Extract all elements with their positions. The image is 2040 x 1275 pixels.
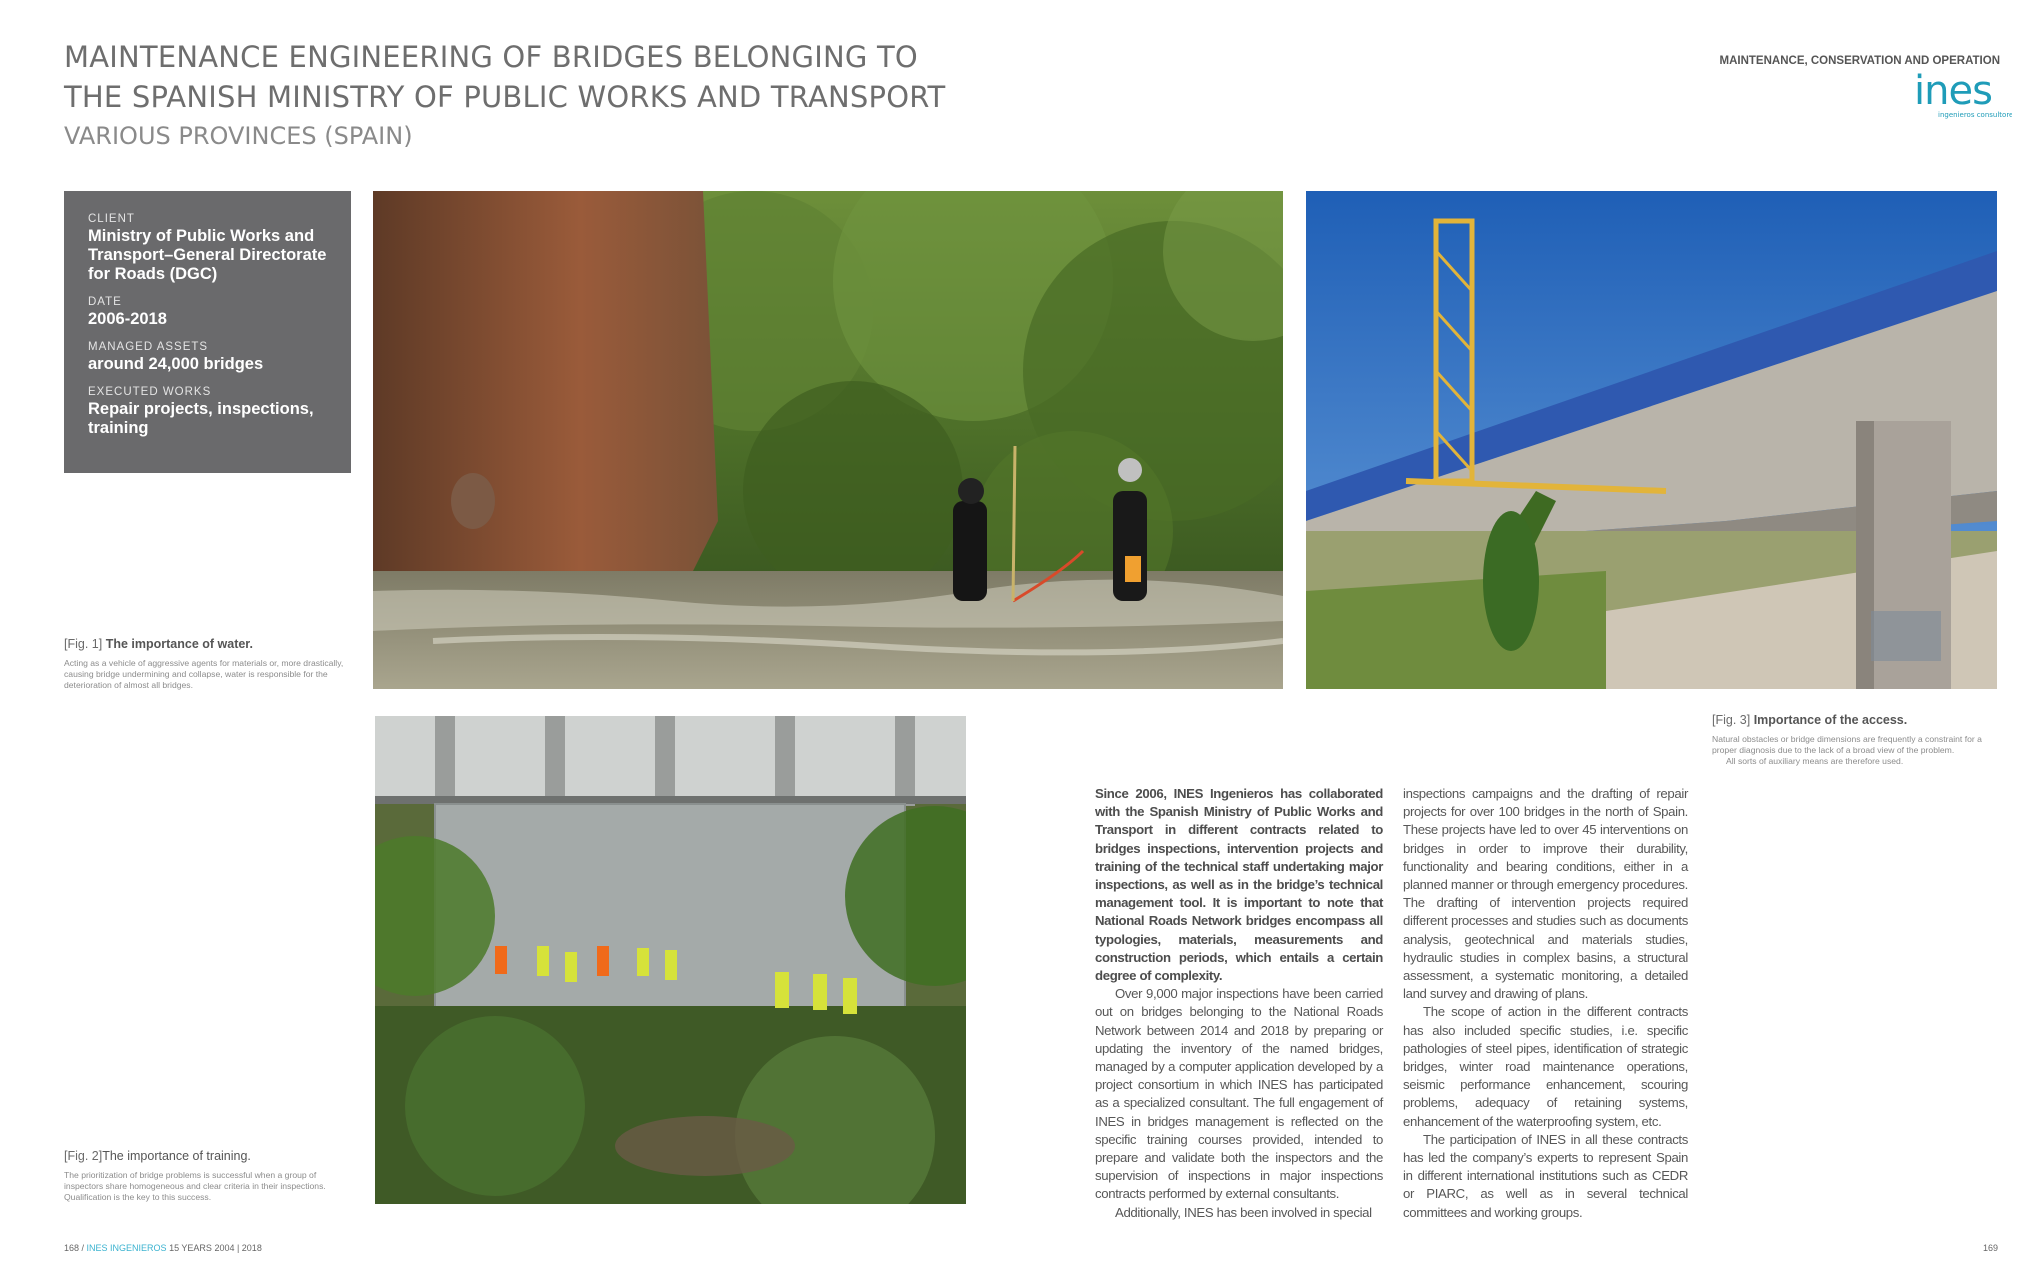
footer-page-number-left: 168 /: [64, 1243, 85, 1253]
fig2-caption-title: [64, 1149, 251, 1163]
footer-years: 15 YEARS 2004 | 2018: [169, 1243, 262, 1253]
logo-wordmark: ines: [1914, 70, 1992, 114]
fig3-caption-title: [1712, 713, 1907, 727]
executed-works-label: EXECUTED WORKS: [88, 386, 212, 398]
page-subtitle: VARIOUS PROVINCES (SPAIN): [64, 122, 413, 150]
fig2-title: The importance of training.: [102, 1149, 251, 1163]
photo-bridge-access-platform: [1306, 191, 1997, 689]
body-paragraph-4: The scope of action in the different contracts has also included specific studies, i.e. specific pathologies of steel pipes, identification of strategic bridges, winter road maintenance operations, seismic performance enhancement, scouring problems, adequacy of retaining systems, enhancement of the waterproofing system, etc.: [1403, 1004, 1688, 1129]
fig3-caption-text-2: All sorts of auxiliary means are therefore used.: [1726, 756, 1904, 766]
managed-assets-label: MANAGED ASSETS: [88, 341, 209, 353]
fig3-title: Importance of the access.: [1753, 713, 1908, 727]
fig1-caption-text: Acting as a vehicle of aggressive agents for materials or, more drastically, causing bridge undermining and collapse, water is responsible for the deterioration of almost all bridges.: [64, 658, 344, 690]
fig3-caption-text-1: Natural obstacles or bridge dimensions are frequently a constraint for a proper diagnosis due to the lack of a broad view of the problem.: [1712, 734, 1982, 755]
date-label: DATE: [88, 296, 122, 308]
ines-logo: [1912, 70, 2012, 122]
body-paragraph-3: Additionally, INES has been involved in special: [1115, 1204, 1372, 1220]
body-column-right: [1403, 785, 1688, 1222]
fig3-number: [Fig. 3]: [1712, 713, 1751, 727]
footer-left: [64, 1243, 262, 1253]
managed-assets-value: around 24,000 bridges: [88, 355, 264, 373]
photo-river-inspection: [373, 191, 1283, 689]
body-lead-paragraph: Since 2006, INES Ingenieros has collaborated with the Spanish Ministry of Public Works and Transport in different contracts related to bridges inspections, intervention projects and training of the technical staff undertaking major inspections, as well as in the bridge’s technical management tool. It is important to note that National Roads Network bridges encompass all typologies, materials, measurements and construction periods, which entails a certain degree of complexity.: [1095, 786, 1383, 984]
body-paragraph-3-continued: inspections campaigns and the drafting of repair projects for over 100 bridges in the north of Spain. These projects have led to over 45 interventions on bridges in order to improve their durability, functionality and bearing conditions, either in a planned manner or through emergency procedures. The drafting of intervention projects required different processes and studies such as documents analysis, geotechnical and materials studies, hydraulic studies in complex basins, a structural assessment, a systematic monitoring, a detailed land survey and drawing of plans.: [1403, 786, 1688, 1002]
body-paragraph-2: Over 9,000 major inspections have been carried out on bridges belonging to the National Roads Network between 2014 and 2018 by preparing or updating the inventory of the named bridges, managed by a computer application developed by a project consortium in which INES has participated as a specialized consultant. The full engagement of INES in bridges management is reflected on the specific training courses provided, intended to prepare and validate both the inspectors and the supervision of inspections in major inspections contracts performed by external consultants.: [1095, 986, 1383, 1202]
fig2-caption-text: The prioritization of bridge problems is successful when a group of inspectors share homogeneous and clear criteria in their inspections. Qualification is the key to this success.: [64, 1170, 326, 1202]
executed-works-value: Repair projects, inspections, training: [88, 400, 314, 437]
logo-tagline: ingenieros consultores: [1938, 111, 2012, 119]
fig1-caption-title: [64, 637, 253, 651]
fig1-number: [Fig. 1]: [64, 637, 103, 651]
body-column-left: [1095, 785, 1383, 1222]
fig3-caption-text: [1712, 734, 2002, 767]
project-info-box: [64, 191, 351, 473]
photo-training-group: [375, 716, 966, 1204]
page-title-line-1: MAINTENANCE ENGINEERING OF BRIDGES BELONGING TO: [64, 40, 918, 74]
fig1-title: The importance of water.: [105, 637, 253, 651]
date-value: 2006-2018: [88, 310, 167, 328]
body-paragraph-5: The participation of INES in all these contracts has led the company’s experts to represent Spain in different international institutions such as CEDR or PIARC, as well as in several technical committees and working groups.: [1403, 1131, 1688, 1220]
fig2-number: [Fig. 2]: [64, 1149, 103, 1163]
footer-page-number-right: 169: [1982, 1243, 1998, 1253]
page-title-line-2: THE SPANISH MINISTRY OF PUBLIC WORKS AND TRANSPORT: [64, 80, 946, 114]
client-value: Ministry of Public Works and Transport–General Directorate for Roads (DGC): [88, 227, 327, 283]
footer-publication: INES INGENIEROS: [86, 1243, 167, 1253]
client-label: CLIENT: [88, 213, 135, 225]
section-label: MAINTENANCE, CONSERVATION AND OPERATION: [1719, 55, 2000, 67]
